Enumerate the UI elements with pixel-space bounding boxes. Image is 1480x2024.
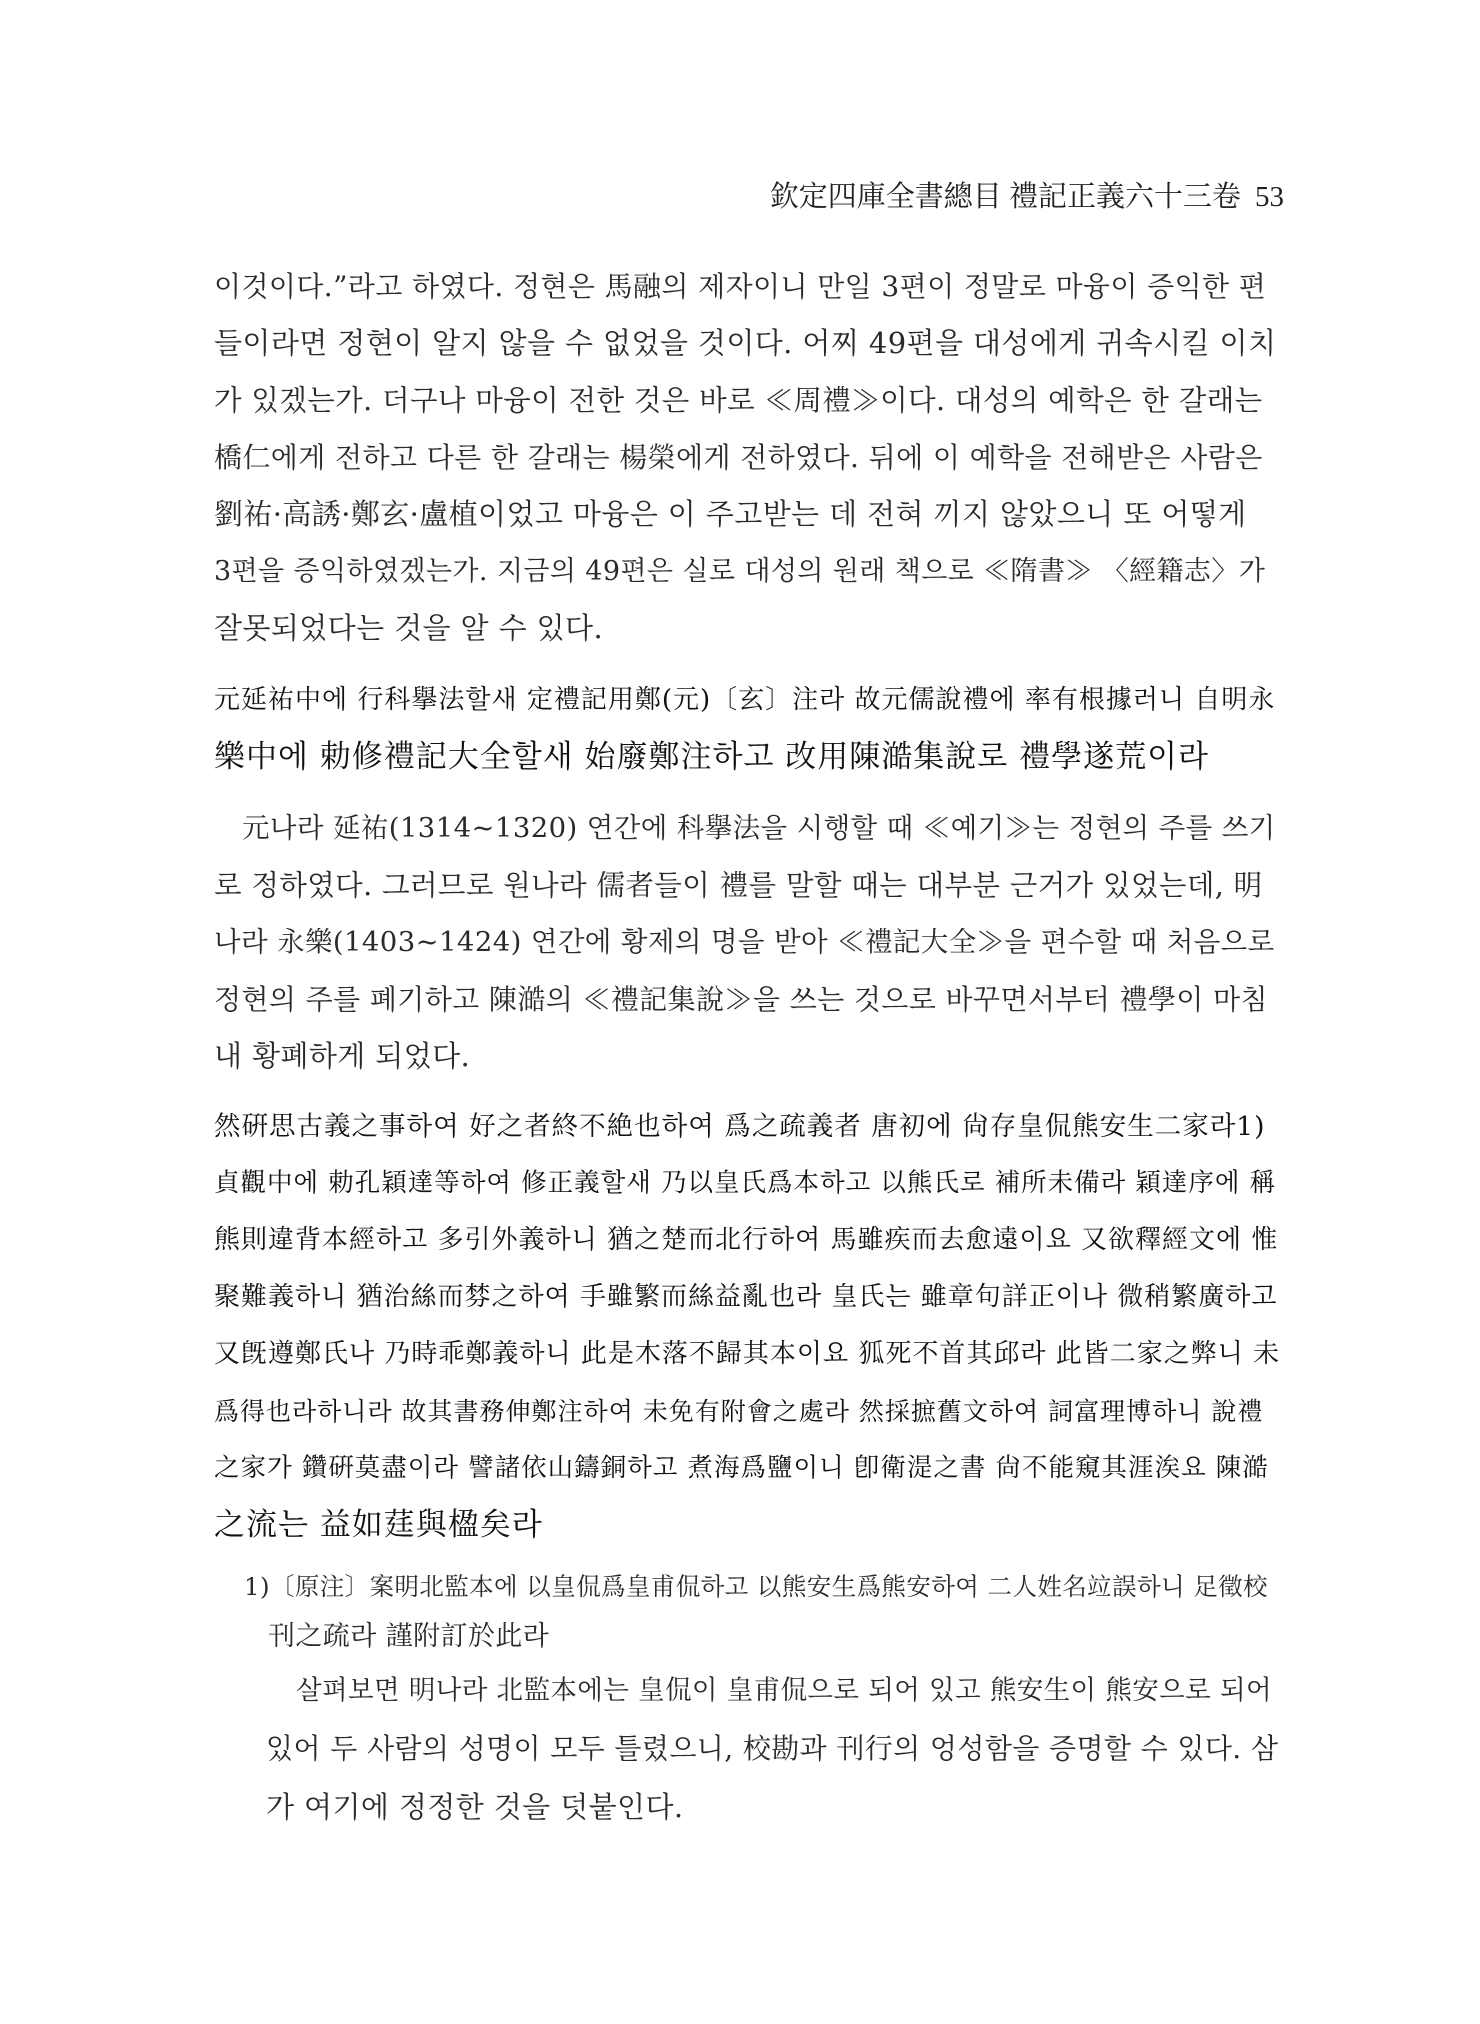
footnote-translation bbox=[266, 1662, 1280, 1836]
text-line: 가 있겠는가. 더구나 마융이 전한 것은 바로 ≪周禮≫이다. 대성의 예학은 한 갈래는 bbox=[214, 384, 1263, 417]
footnote-line: 1)〔原注〕案明北監本에 以皇侃爲皇甫侃하고 以熊安生爲熊安하여 二人姓名竝誤하니 足徵校 bbox=[244, 1572, 1268, 1601]
hanmun-line: 之流는 益如莛與楹矣라 bbox=[214, 1507, 543, 1543]
text-line: 이것이다.”라고 하였다. 정현은 馬融의 제자이니 만일 3편이 정말로 마융이 증익한 편 bbox=[214, 270, 1267, 303]
footnote-translation-line: 살펴보면 明나라 北監本에는 皇侃이 皇甫侃으로 되어 있고 熊安生이 熊安으로 되어 bbox=[296, 1675, 1272, 1706]
hanmun-line: 爲得也라하니라 故其書務伸鄭注하여 未免有附會之處라 然採摭舊文하여 詞富理博하니 說禮 bbox=[214, 1397, 1264, 1426]
footnote-line: 刊之疏라 謹附訂於此라 bbox=[268, 1621, 550, 1652]
text-line: 로 정하였다. 그러므로 원나라 儒者들이 禮를 말할 때는 대부분 근거가 있었는데, 明 bbox=[214, 869, 1263, 902]
running-header bbox=[770, 174, 1284, 215]
page-number: 53 bbox=[1255, 181, 1284, 213]
hanmun-line: 之家가 鑽硏莫盡이라 譬諸依山鑄銅하고 煮海爲鹽이니 卽衛湜之書 尙不能窺其涯涘요 陳澔 bbox=[214, 1453, 1269, 1483]
text-line: 내 황폐하게 되었다. bbox=[214, 1039, 471, 1073]
text-line: 元나라 延祐(1314~1320) 연간에 科擧法을 시행할 때 ≪예기≫는 정현의 주를 쓰기 bbox=[242, 812, 1276, 844]
text-line: 橋仁에게 전하고 다른 한 갈래는 楊榮에게 전하였다. 뒤에 이 예학을 전해받은 사람은 bbox=[214, 441, 1263, 474]
footnote bbox=[244, 1562, 1280, 1662]
hanmun-paragraph-1 bbox=[214, 672, 1280, 786]
translation-paragraph-1 bbox=[214, 258, 1280, 657]
hanmun-line: 又旣遵鄭氏나 乃時乖鄭義하니 此是木落不歸其本이요 狐死不首其邱라 此皆二家之弊니 未 bbox=[214, 1339, 1281, 1369]
hanmun-line: 元延祐中에 行科擧法할새 定禮記用鄭(元)〔玄〕注라 故元儒說禮에 率有根據러니 自明永 bbox=[214, 685, 1276, 715]
text-line: 나라 永樂(1403~1424) 연간에 황제의 명을 받아 ≪禮記大全≫을 편수할 때 처음으로 bbox=[214, 926, 1275, 958]
hanmun-line: 聚難義하니 猶治絲而棼之하여 手雖繁而絲益亂也라 皇氏는 雖章句詳正이나 微稍繁廣하고 bbox=[214, 1282, 1278, 1312]
footnote-translation-line: 가 여기에 정정한 것을 덧붙인다. bbox=[266, 1790, 684, 1824]
footnote-translation-line: 있어 두 사람의 성명이 모두 틀렸으니, 校勘과 刊行의 엉성함을 증명할 수 있다. 삼 bbox=[266, 1732, 1279, 1765]
hanmun-line: 貞觀中에 勅孔穎達等하여 修正義할새 乃以皇氏爲本하고 以熊氏로 補所未備라 穎達序에 稱 bbox=[214, 1168, 1277, 1198]
hanmun-line: 樂中에 勅修禮記大全할새 始廢鄭注하고 改用陳澔集說로 禮學遂荒이라 bbox=[214, 739, 1209, 775]
hanmun-paragraph-2 bbox=[214, 1098, 1280, 1554]
text-line: 들이라면 정현이 알지 않을 수 없었을 것이다. 어찌 49편을 대성에게 귀속시킬 이치 bbox=[214, 326, 1277, 360]
hanmun-line: 然硏思古義之事하여 好之者終不絶也하여 爲之疏義者 唐初에 尙存皇侃熊安生二家라1) bbox=[214, 1111, 1266, 1142]
text-line: 3편을 증익하였겠는가. 지금의 49편은 실로 대성의 원래 책으로 ≪隋書≫ 〈經籍志〉가 bbox=[214, 556, 1266, 587]
text-line: 정현의 주를 폐기하고 陳澔의 ≪禮記集說≫을 쓰는 것으로 바꾸면서부터 禮學이 마침 bbox=[214, 983, 1268, 1016]
running-header-title: 欽定四庫全書總目 禮記正義六十三卷 bbox=[769, 181, 1241, 213]
text-line: 劉祐·高誘·鄭玄·盧植이었고 마융은 이 주고받는 데 전혀 끼지 않았으니 또 어떻게 bbox=[214, 497, 1247, 531]
text-line: 잘못되었다는 것을 알 수 있다. bbox=[214, 611, 604, 645]
translation-paragraph-2 bbox=[214, 800, 1280, 1085]
hanmun-line: 熊則違背本經하고 多引外義하니 猶之楚而北行하여 馬雖疾而去愈遠이요 又欲釋經文에 惟 bbox=[214, 1225, 1279, 1255]
